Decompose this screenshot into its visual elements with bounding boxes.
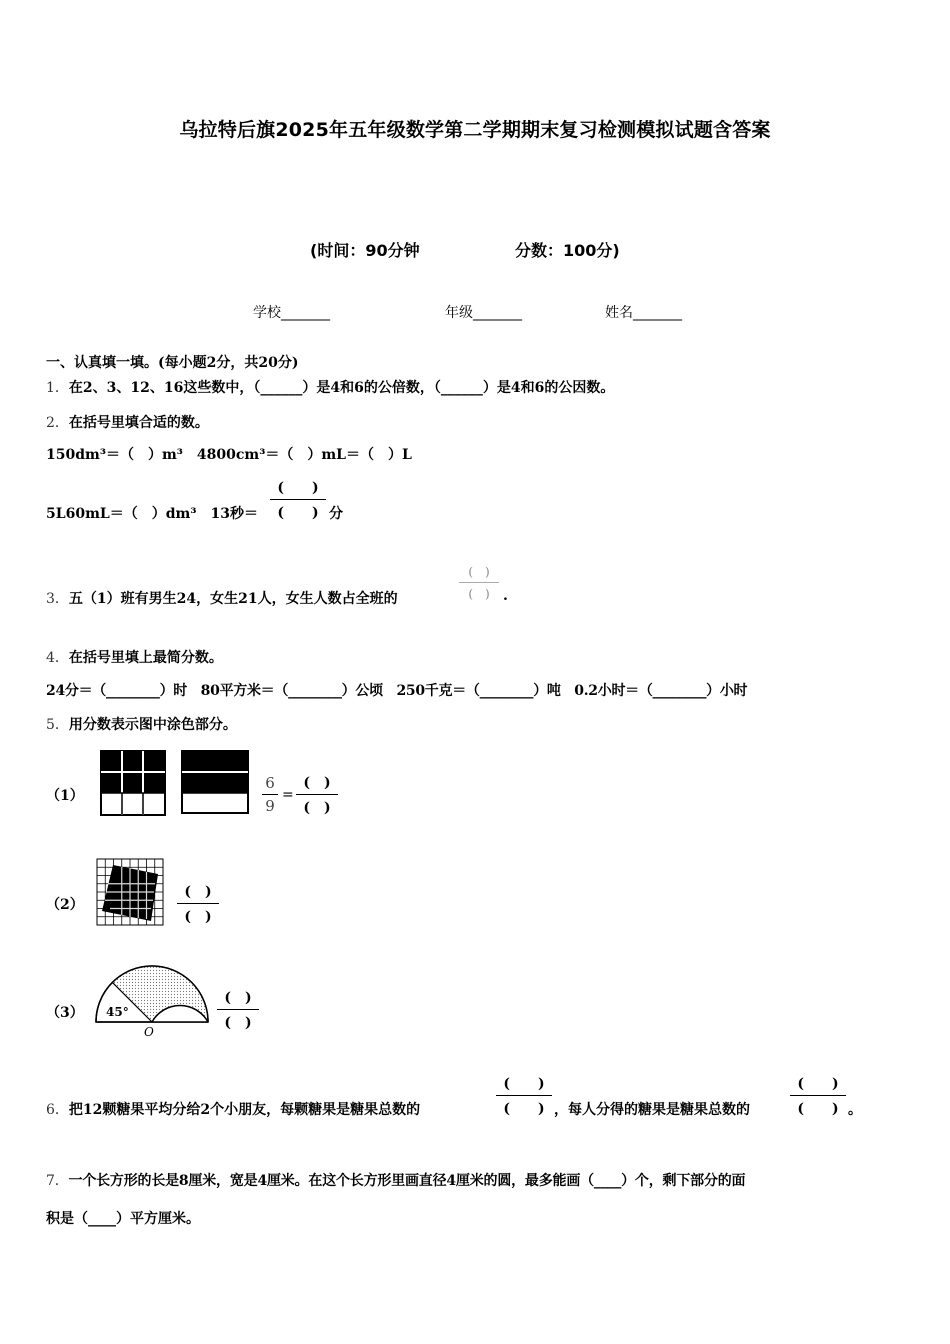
fraction-bar	[177, 903, 219, 904]
question-2	[46, 412, 209, 432]
fraction-numerator: ( )	[184, 884, 212, 900]
fraction-bar	[790, 1095, 846, 1096]
question-text: 在括号里填上最简分数。	[68, 650, 223, 666]
q5-part-2-answer	[177, 881, 219, 926]
q6-text-b: ，每人分得的糖果是糖果总数的	[554, 1102, 750, 1118]
q5-figure-3-semicircle	[92, 960, 212, 1038]
q3-fraction	[459, 563, 499, 602]
question-3	[46, 588, 398, 608]
fraction-bar	[296, 794, 338, 795]
q6-fraction-1	[496, 1073, 552, 1118]
question-text: 五（1）班有男生24，女生21人，女生人数占全班的	[68, 591, 398, 607]
question-number: 4．	[46, 650, 69, 666]
angle-label: 45°	[106, 1005, 129, 1019]
question-text: 在括号里填合适的数。	[68, 415, 209, 431]
school-field[interactable]: 学校_______	[253, 305, 330, 321]
q5-part-2-label: （2）	[46, 897, 84, 913]
q6-fraction-2	[790, 1073, 846, 1118]
page-title: 乌拉特后旗2025年五年级数学第二学期期末复习检测模拟试题含答案	[179, 119, 771, 141]
exam-score: 分数：100分)	[515, 241, 620, 260]
equals-sign: =	[282, 787, 294, 803]
q5-figure-1b-strips	[181, 750, 249, 814]
fraction-bar	[270, 499, 326, 500]
q5-part-3-label: （3）	[46, 1005, 84, 1021]
q5-part-3-answer	[217, 987, 259, 1032]
fraction-denominator: ( )	[503, 1101, 545, 1117]
q5-part-1-answer	[296, 772, 338, 817]
question-number: 6．	[46, 1102, 69, 1118]
fraction-denominator: ( )	[468, 587, 490, 601]
fraction-numerator: ( )	[797, 1076, 839, 1092]
q2-line-2b: 分	[329, 506, 343, 522]
q3-end: .	[503, 588, 508, 604]
question-number: 7．	[46, 1173, 69, 1189]
fraction-denominator: ( )	[303, 800, 331, 816]
q2-fraction	[270, 477, 326, 522]
exam-time: (时间：90分钟	[310, 241, 420, 260]
fraction-bar	[262, 794, 278, 795]
center-label: O	[144, 1025, 154, 1039]
fraction-denominator: ( )	[797, 1101, 839, 1117]
question-number: 3．	[46, 591, 69, 607]
fraction-denominator: 9	[265, 797, 275, 815]
fraction-denominator: ( )	[224, 1015, 252, 1031]
question-text: 在2、3、12、16这些数中，（______）是4和6的公倍数，（______）是4和6的公因数。	[68, 380, 615, 396]
fraction-numerator: ( )	[503, 1076, 545, 1092]
fraction-bar	[459, 582, 499, 583]
fraction-bar	[496, 1095, 552, 1096]
fraction-denominator: ( )	[277, 505, 319, 521]
question-7	[46, 1170, 745, 1190]
question-5	[46, 714, 237, 734]
fraction-denominator: ( )	[184, 909, 212, 925]
q5-given-fraction	[262, 774, 278, 815]
fraction-numerator: ( )	[277, 480, 319, 496]
q5-figure-1a-grid	[100, 750, 166, 816]
name-field[interactable]: 姓名_______	[605, 305, 682, 321]
fraction-numerator: ( )	[303, 775, 331, 791]
fraction-numerator: ( )	[468, 565, 490, 579]
question-number: 2．	[46, 415, 69, 431]
q2-line-2a: 5L60mL＝（ ）dm³ 13秒＝	[46, 506, 258, 522]
q2-line-1: 150dm³＝（ ）m³ 4800cm³＝（ ）mL＝（ ）L	[46, 447, 412, 463]
question-number: 1．	[46, 380, 69, 396]
question-6	[46, 1099, 420, 1119]
grade-field[interactable]: 年级_______	[445, 305, 522, 321]
question-1	[46, 377, 614, 397]
fraction-numerator: 6	[265, 774, 275, 792]
fraction-bar	[217, 1009, 259, 1010]
question-text: 把12颗糖果平均分给2个小朋友，每颗糖果是糖果总数的	[68, 1102, 421, 1118]
q4-line: 24分＝（________）时 80平方米＝（________）公顷 250千克＝（________）吨 0.2小时＝（________）小时	[46, 683, 748, 699]
section-heading: 一、认真填一填。(每小题2分，共20分)	[46, 355, 299, 371]
q7-line-2: 积是（____）平方厘米。	[46, 1211, 200, 1227]
question-number: 5．	[46, 717, 69, 733]
question-text: 用分数表示图中涂色部分。	[68, 717, 237, 733]
fraction-numerator: ( )	[224, 990, 252, 1006]
question-4	[46, 647, 223, 667]
question-text: 一个长方形的长是8厘米，宽是4厘米。在这个长方形里画直径4厘米的圆，最多能画（____）个，剩下部分的面	[68, 1173, 746, 1189]
q5-figure-2-tilted-square	[96, 858, 164, 926]
q6-end: 。	[848, 1102, 862, 1118]
q5-part-1-label: （1）	[46, 788, 84, 804]
